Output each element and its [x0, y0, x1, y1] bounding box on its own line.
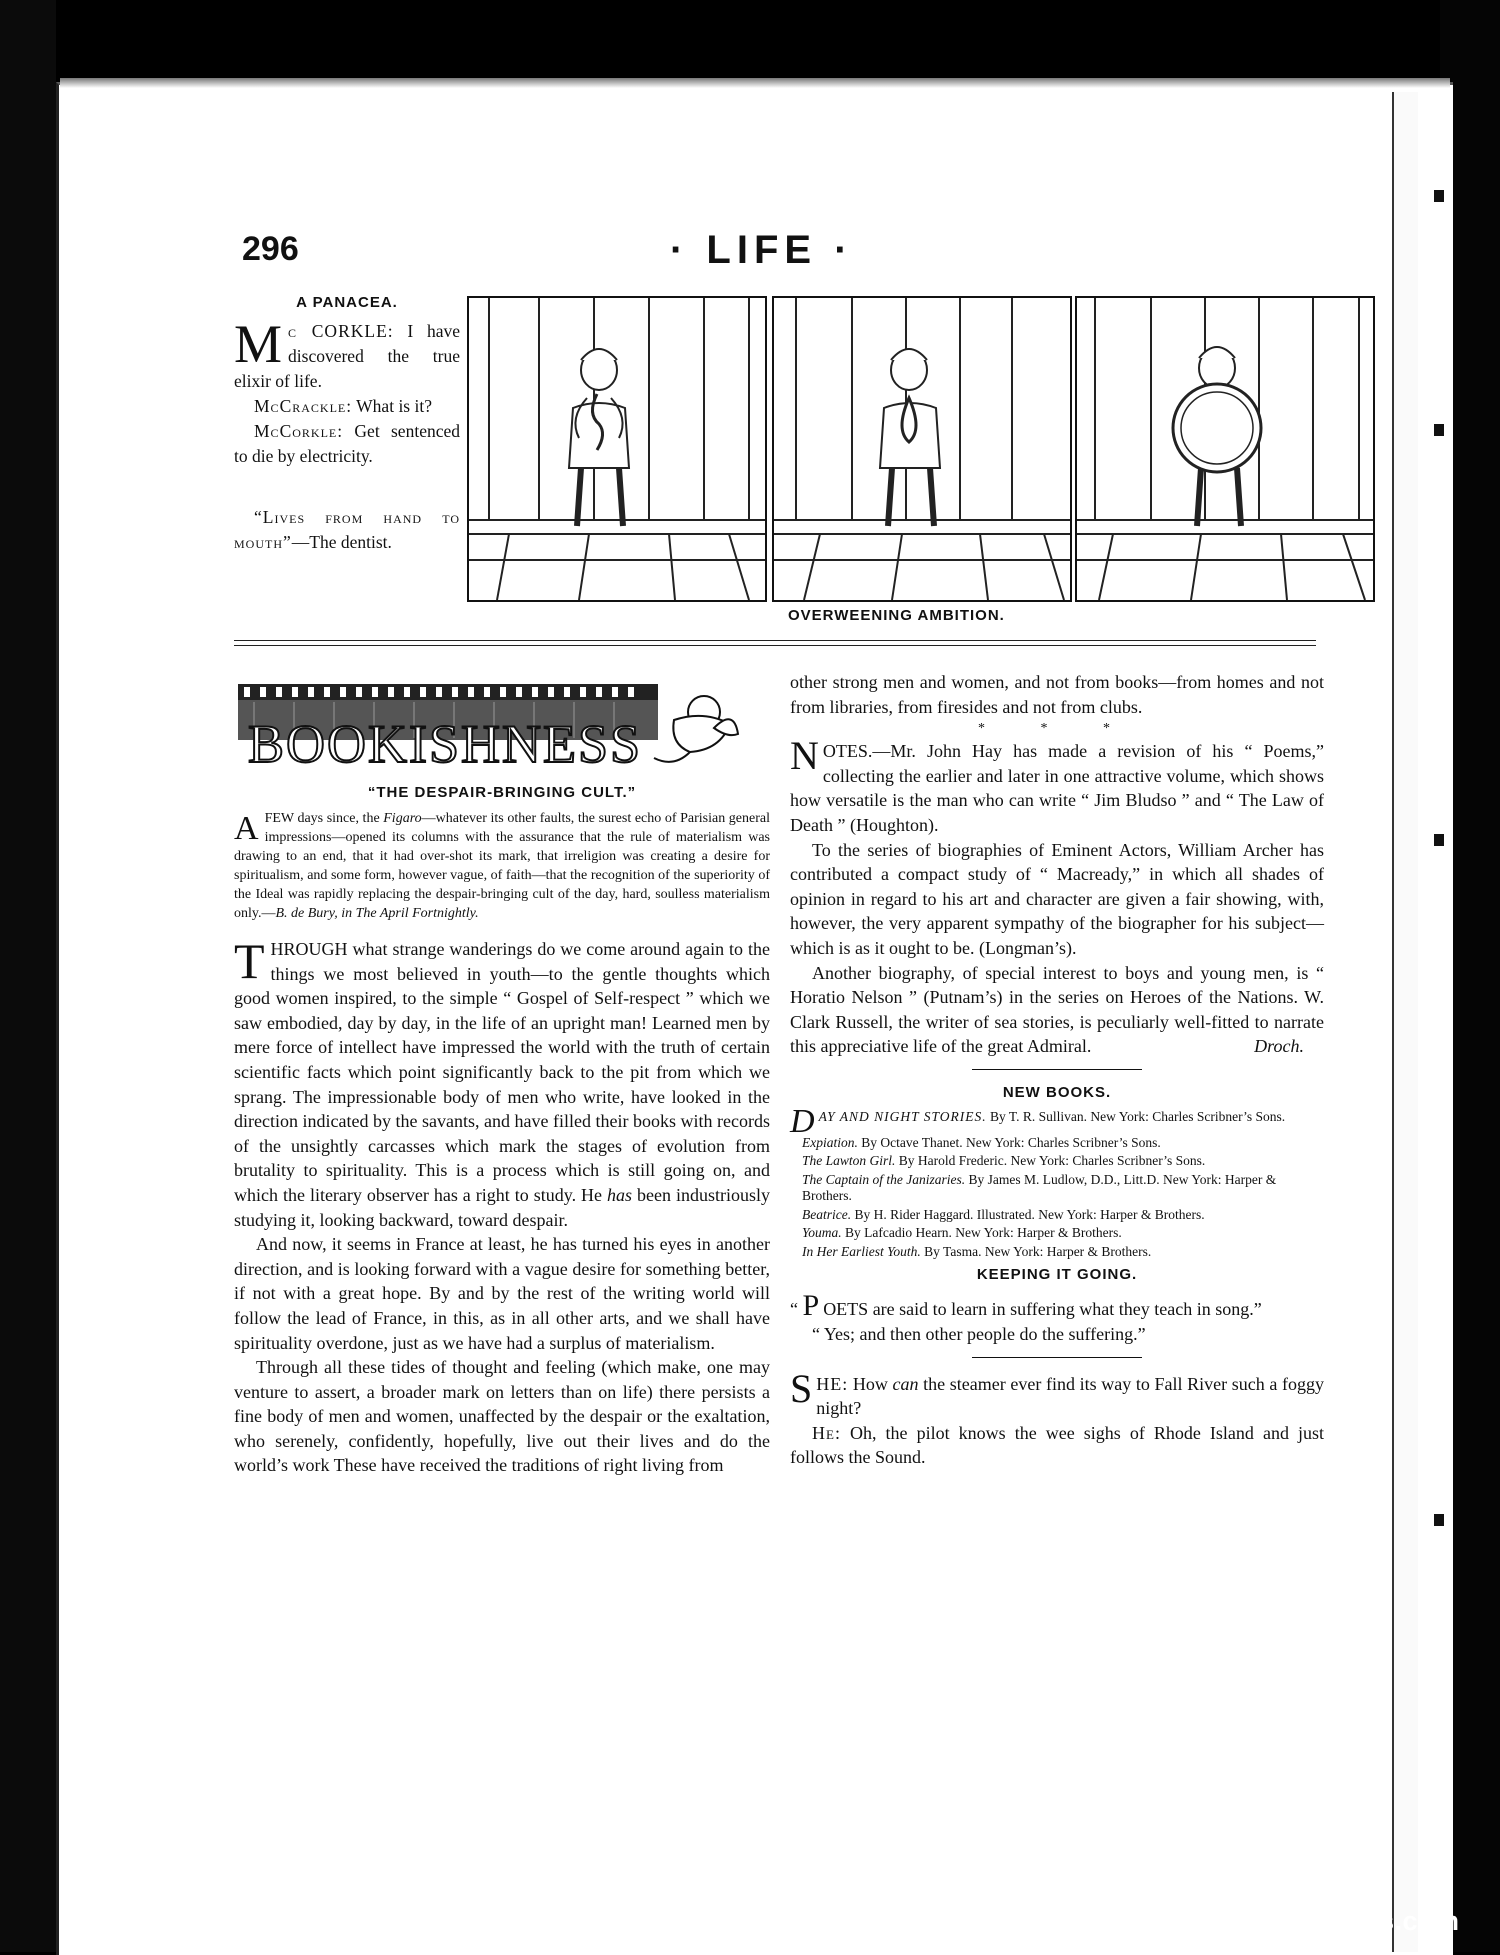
list-item [790, 1172, 1324, 1205]
epigraph-drop-cap: A [234, 810, 259, 847]
panacea-title: A PANACEA. [296, 294, 398, 311]
figaro-epigraph [234, 809, 770, 923]
epigraph-text-b: —whatever its other faults, the surest echo of Parisian general impressions—opened its columns with the assurance that the rule of materialism was drawing to an end, that it had over-shot its mark, that irreligion was creating a desire for spiritualism, and some form, however vague, of faith—that the recognition of the superiority of the Ideal was rapidly replacing the despair-bringing cult of the day, hard, soulless materialism only.— [234, 811, 770, 921]
notes-paragraph-3 [790, 961, 1324, 1059]
despair-bringing-cult-title: “THE DESPAIR-BRINGING CULT.” [367, 784, 637, 801]
right-column [790, 670, 1324, 1470]
book-title: Beatrice. [802, 1206, 852, 1222]
panacea-article [234, 290, 460, 555]
panacea-line-1 [234, 314, 460, 394]
list-item [790, 1102, 1324, 1140]
comic-panel-3 [1075, 296, 1375, 602]
keeping-line-1 [790, 1291, 1324, 1322]
epigraph-figaro: Figaro [383, 811, 422, 826]
divider [972, 1357, 1142, 1358]
page-number: 296 [242, 230, 299, 268]
list-item [790, 1153, 1324, 1170]
panacea-drop-cap: M [234, 314, 283, 374]
epigraph-source: B. de Bury, in The April Fortnightly. [275, 906, 479, 921]
keeping-it-going-title: KEEPING IT GOING. [976, 1266, 1138, 1284]
bookishness-paragraph-3: Through all these tides of thought and feeling (which make, one may venture to assert, a broader mark on letters than on life) there persists a fine body of men and women, unaffected by the despair or the exaltation, who serenely, confidently, hopefully, live out their lives and do the world’s work These have received the traditions of right living from [234, 1357, 770, 1476]
he-line-text: Oh, the pilot knows the wee sighs of Rhode Island and just follows the Sound. [790, 1422, 1324, 1468]
notes-paragraph-1 [790, 733, 1324, 837]
bookishness-banner [234, 678, 742, 778]
dentist-quip-quote: “Lives from hand to mouth” [234, 507, 460, 552]
she-line [790, 1365, 1324, 1421]
bookishness-paragraph-2: And now, it seems in France at least, he has turned his eyes in another direction, and is looking forward with a vague desire for something better, if not with a great hope. By and by the rest of the writing world will follow the lead of France, in this, as in all other arts, and we shall have spirituality overdone, just as we have had a surplus of materialism. [234, 1234, 770, 1353]
book-details: By Lafcadio Hearn. New York: Harper & Brothers. [841, 1225, 1122, 1241]
speaker-mccorkle: c CORKLE: [288, 321, 394, 341]
new-books-title: NEW BOOKS. [1002, 1083, 1112, 1101]
book-details: By Octave Thanet. New York: Charles Scribner’s Sons. [857, 1134, 1161, 1150]
panacea-line-3-text: Get sentenced to die by electricity. [234, 421, 460, 466]
book-title: The Captain of the Janizaries. [802, 1171, 966, 1187]
bookishness-body [234, 933, 770, 1478]
dentist-quip-attribution: —The dentist. [291, 532, 392, 552]
keeping-open-quote: “ [790, 1299, 803, 1320]
dentist-quip [234, 505, 460, 555]
he-line [790, 1421, 1324, 1470]
book-details: By H. Rider Haggard. Illustrated. New York: Harper & Brothers. [851, 1206, 1205, 1222]
book-title: Expiation. [802, 1134, 858, 1150]
book-title: Youma. [802, 1225, 842, 1241]
epigraph-text-a: FEW days since, the [264, 811, 384, 826]
speaker-she: HE: [816, 1373, 849, 1394]
notes-paragraph-2: To the series of biographies of Eminent Actors, William Archer has contributed a compact study of “ Macready,” in which all shades of opinion in regard to his art and character are given a fair showing, with, however, the very apparent sympathy of the biographer for his subject—which is as it ought to be. (Longman’s). [790, 839, 1324, 958]
section-stars: * * * [978, 721, 1136, 737]
list-item [790, 1244, 1324, 1261]
section-divider [234, 640, 1316, 646]
bookishness-article [234, 784, 770, 1478]
new-books-list [790, 1102, 1324, 1261]
speaker-mccrackle: McCrackle: [254, 396, 353, 416]
keeping-drop-cap: P [802, 1289, 820, 1323]
divider [972, 1069, 1142, 1070]
notes-drop-cap: N [790, 733, 819, 779]
bookishness-paragraph-1 [234, 933, 770, 1232]
comic-caption: OVERWEENING AMBITION. [788, 607, 1005, 624]
paragraph-1-text-b: been industriously studying it, looking backward, toward despair. [234, 1184, 770, 1230]
book-title: The Lawton Girl. [802, 1153, 896, 1169]
she-drop-cap: S [790, 1365, 813, 1411]
steamer-joke [790, 1365, 1324, 1470]
panacea-line-2 [234, 394, 460, 419]
keeping-line-2: “ Yes; and then other people do the suffering.” [812, 1324, 1146, 1344]
paragraph-1-text-a: HROUGH what strange wanderings do we come around again to the things we most believed in youth—to the gentle thoughts which good women inspired, to the simple “ Gospel of Self-respect ” which we saw embodied, day by day, in the life of an upright man! Learned men by mere force of intellect have impressed the world with the truth of certain scientific facts which point significantly back to the pit from which we sprang. The impressionable body of men who write, have looked in the direction indicated by the savants, and have filled their books with records of the unsightly carcasses which mark the stages of evolution from brutality to spirituality. This is a process which is still going on, and which the literary observer has a right to study. He [234, 939, 770, 1205]
panacea-line-1-text: I have discovered the true elixir of life. [234, 321, 460, 391]
she-line-text-a: How [848, 1373, 893, 1394]
watermark: comicbooks.com [1232, 1906, 1460, 1936]
book-title: In Her Earliest Youth. [802, 1243, 921, 1259]
scan-top-border [0, 0, 1500, 82]
boy-big-balloon-illustration [1077, 298, 1373, 600]
panacea-line-3 [234, 419, 460, 469]
notes-section [790, 733, 1324, 1059]
she-line-emphasis: can [892, 1373, 919, 1394]
speaker-mccorkle-2: McCorkle: [254, 421, 344, 441]
panacea-line-2-text: What is it? [352, 396, 432, 416]
boy-blowing-balloon-illustration [469, 298, 765, 600]
masthead-title: · LIFE · [670, 228, 854, 272]
book-details: By T. R. Sullivan. New York: Charles Scribner’s Sons. [986, 1108, 1286, 1124]
list-item [790, 1135, 1324, 1152]
she-line-text-b: the steamer ever find its way to Fall River such a foggy night? [816, 1373, 1324, 1419]
notes-paragraph-1-text: OTES.—Mr. John Hay has made a revision of his “ Poems,” collecting the earlier and later in one attractive volume, which shows how versatile is the man who can write “ Jim Bludso ” and “ The Law of Death ” (Houghton). [790, 741, 1324, 835]
binding-edge [1392, 92, 1418, 1952]
new-books-drop-cap: D [790, 1102, 815, 1140]
list-item [790, 1225, 1324, 1242]
bookishness-paragraph-3-continued: other strong men and women, and not from books—from homes and not from libraries, from firesides and not from clubs. [790, 672, 1324, 717]
bookishness-banner-text: BOOKISHNESS [248, 714, 643, 774]
comic-panel-2 [772, 296, 1072, 602]
boy-balloon-growing-illustration [774, 298, 1070, 600]
scan-left-border [0, 0, 56, 1952]
keeping-it-going-joke [790, 1291, 1324, 1346]
book-title: AY AND NIGHT STORIES. [818, 1108, 987, 1124]
book-details: By Harold Frederic. New York: Charles Scribner’s Sons. [895, 1153, 1206, 1169]
comic-panel-1 [467, 296, 767, 602]
paragraph-1-emphasis: has [607, 1184, 633, 1205]
list-item [790, 1207, 1324, 1224]
notes-paragraph-3-text: Another biography, of special interest to boys and young men, is “ Horatio Nelson ” (Putnam’s) in the series on Heroes of the Nations. W. Clark Russell, the writer of sea stories, is peculiarly well-fitted to narrate this appreciative life of the great Admiral. [790, 962, 1324, 1057]
notes-signature: Droch. [1254, 1036, 1304, 1057]
book-details: By James M. Ludlow, D.D., Litt.D. New York: Harper & Brothers. [802, 1171, 1277, 1204]
keeping-line-1-text: OETS are said to learn in suffering what they teach in song.” [823, 1299, 1262, 1320]
speaker-he: He: [812, 1422, 841, 1443]
paragraph-drop-cap: T [234, 933, 265, 989]
bookishness-continuation [790, 670, 1324, 719]
page-top-edge [60, 78, 1450, 88]
book-details: By Tasma. New York: Harper & Brothers. [920, 1243, 1152, 1259]
